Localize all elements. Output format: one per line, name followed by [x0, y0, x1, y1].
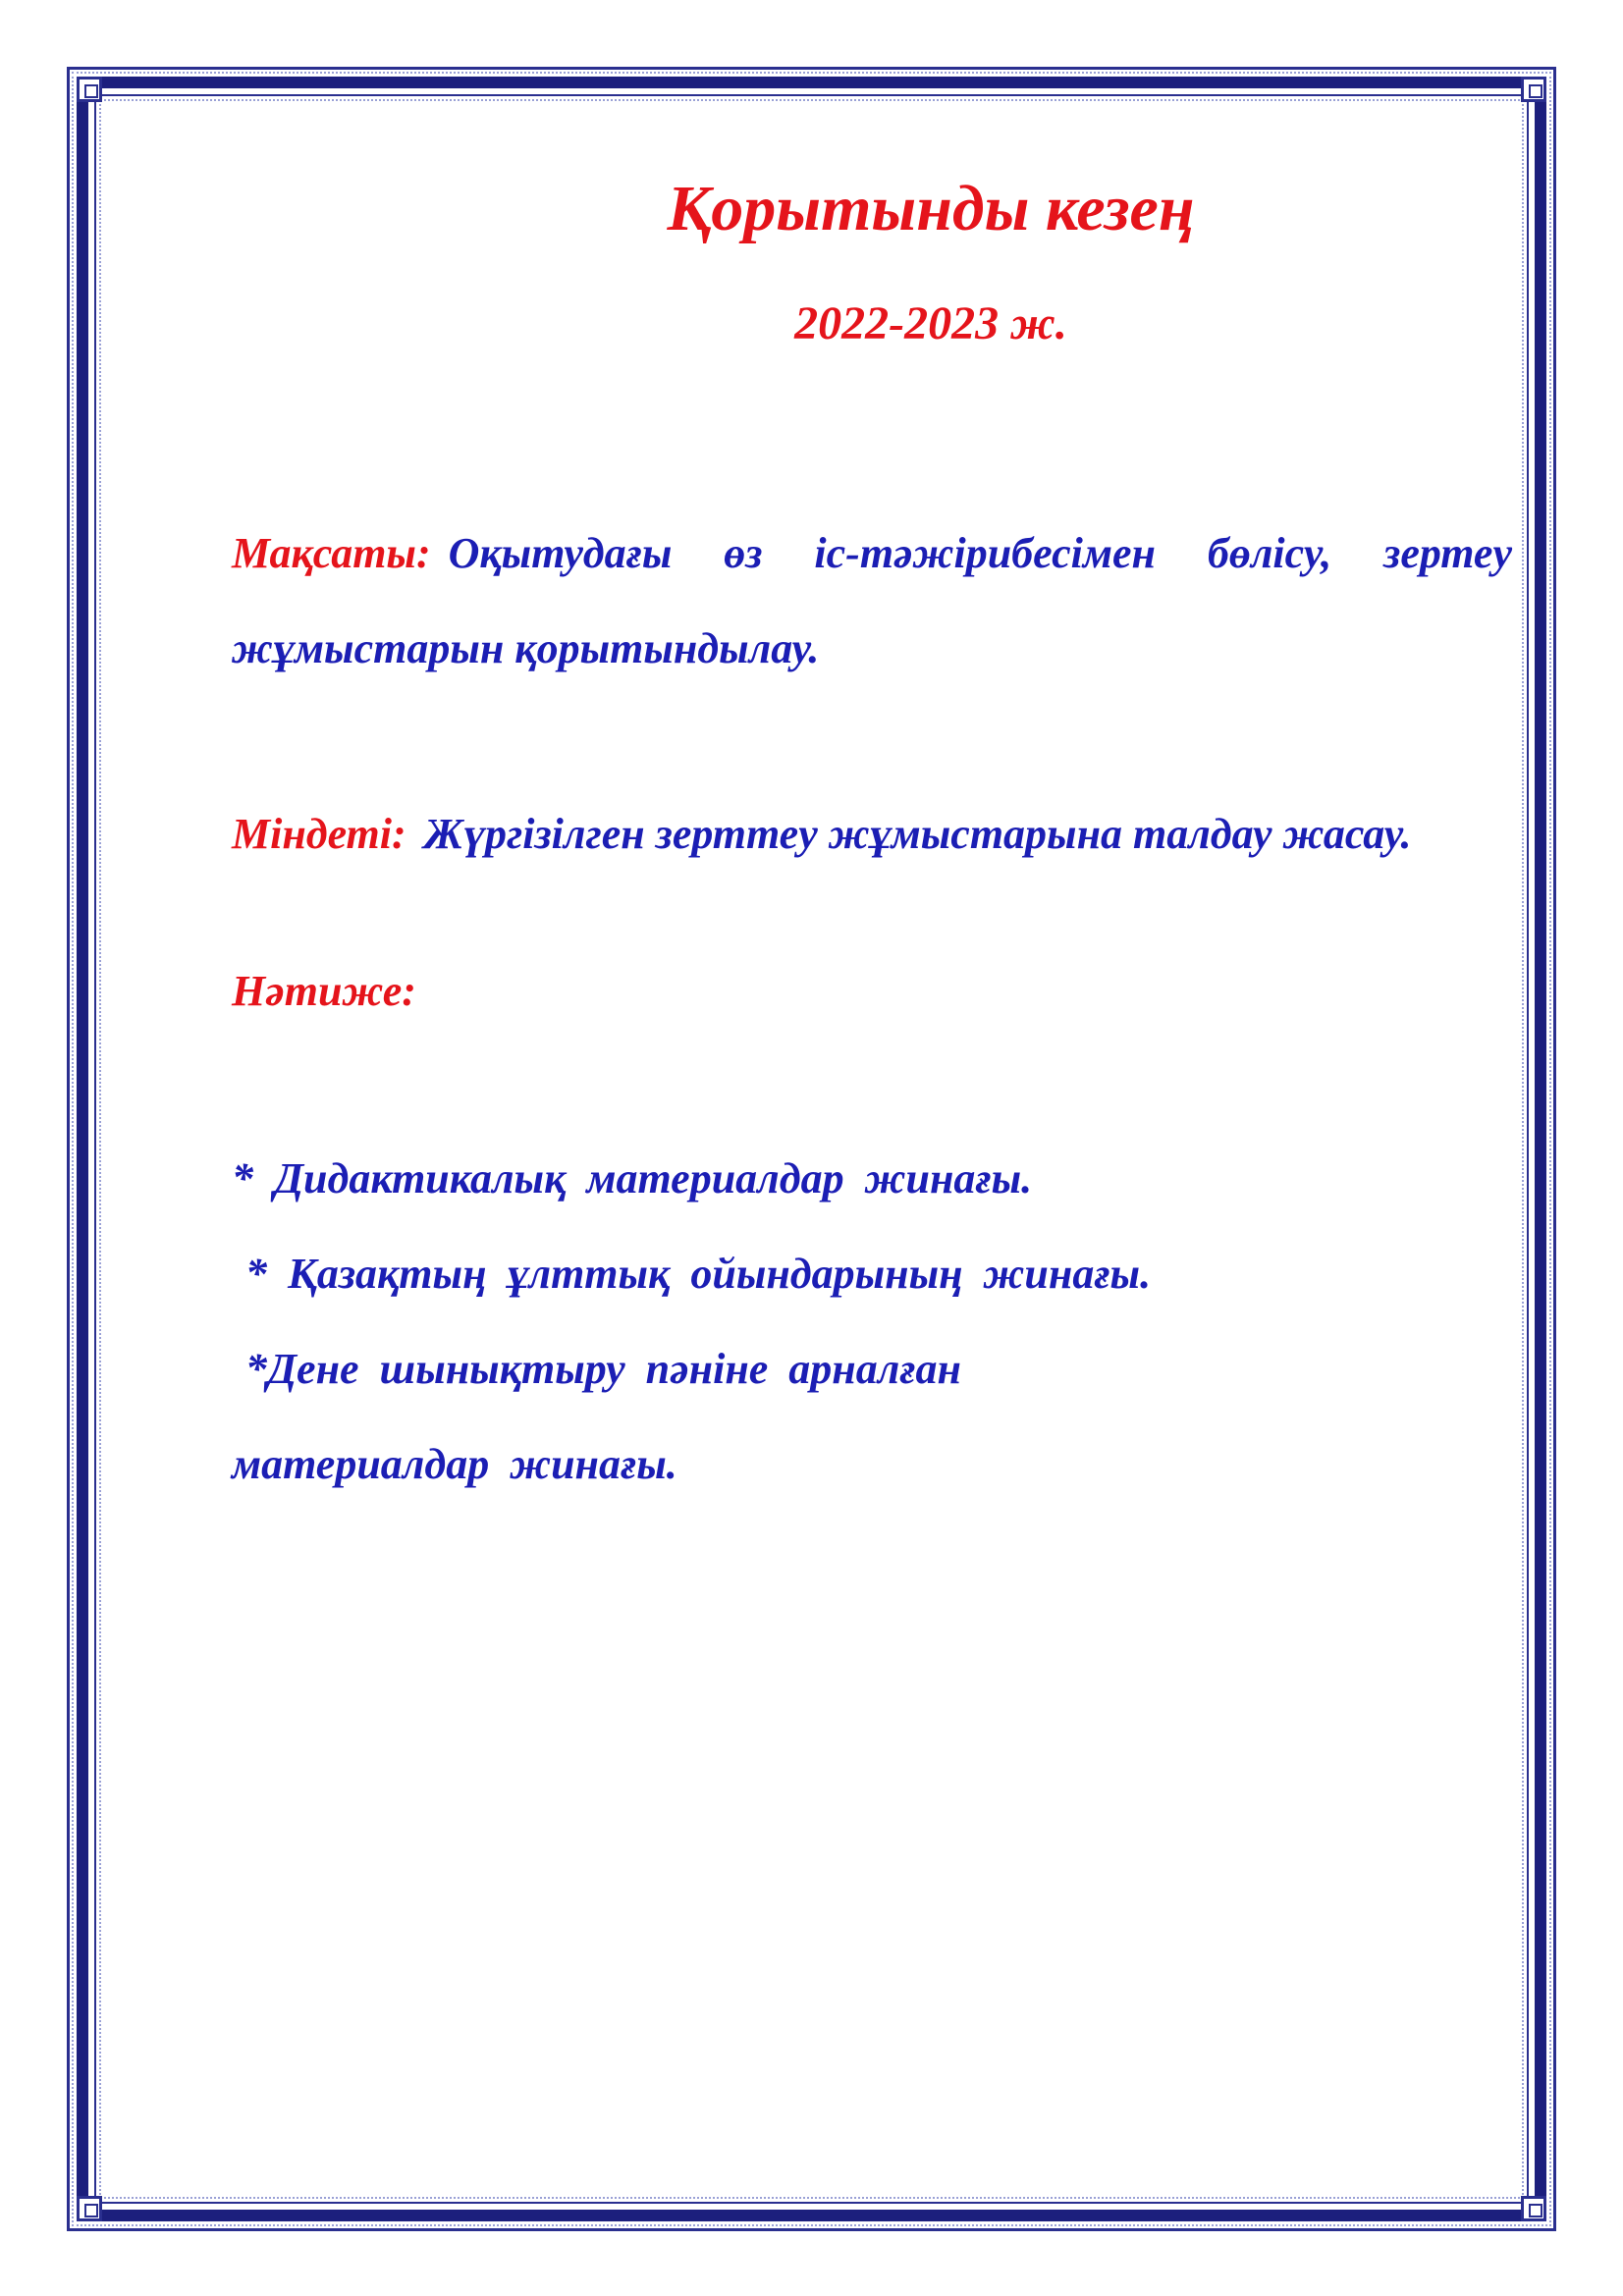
border-corner-ornament-icon [1521, 2196, 1546, 2221]
border-corner-ornament-icon [77, 77, 102, 102]
goal-paragraph [232, 506, 1512, 696]
task-label: Міндеті: [232, 810, 406, 858]
page-title: Қорытынды кезең [667, 173, 1195, 244]
border-corner-ornament-icon [1521, 77, 1546, 102]
task-paragraph [232, 786, 1512, 881]
document-body [232, 147, 1512, 1512]
goal-text: Оқытудағы өз іс-тәжірибесімен бөлісу, зертеу жұмыстарын қорытындылау. [232, 529, 1512, 672]
list-item: * Қазақтың ұлттық ойындарының жинағы. [245, 1250, 1152, 1298]
list-item: *Дене шынықтыру пәніне арналған [245, 1345, 961, 1393]
academic-year: 2022-2023 ж. [794, 297, 1067, 349]
goal-label: Мақсаты: [232, 529, 431, 577]
list-item: материалдар жинағы. [232, 1440, 677, 1488]
result-list [232, 1131, 1512, 1512]
task-text: Жүргізілген зерттеу жұмыстарына талдау жасау. [423, 810, 1412, 858]
list-item: * Дидактикалық материалдар жинағы. [232, 1154, 1033, 1202]
result-label: Нәтиже: [232, 967, 416, 1015]
border-corner-ornament-icon [77, 2196, 102, 2221]
